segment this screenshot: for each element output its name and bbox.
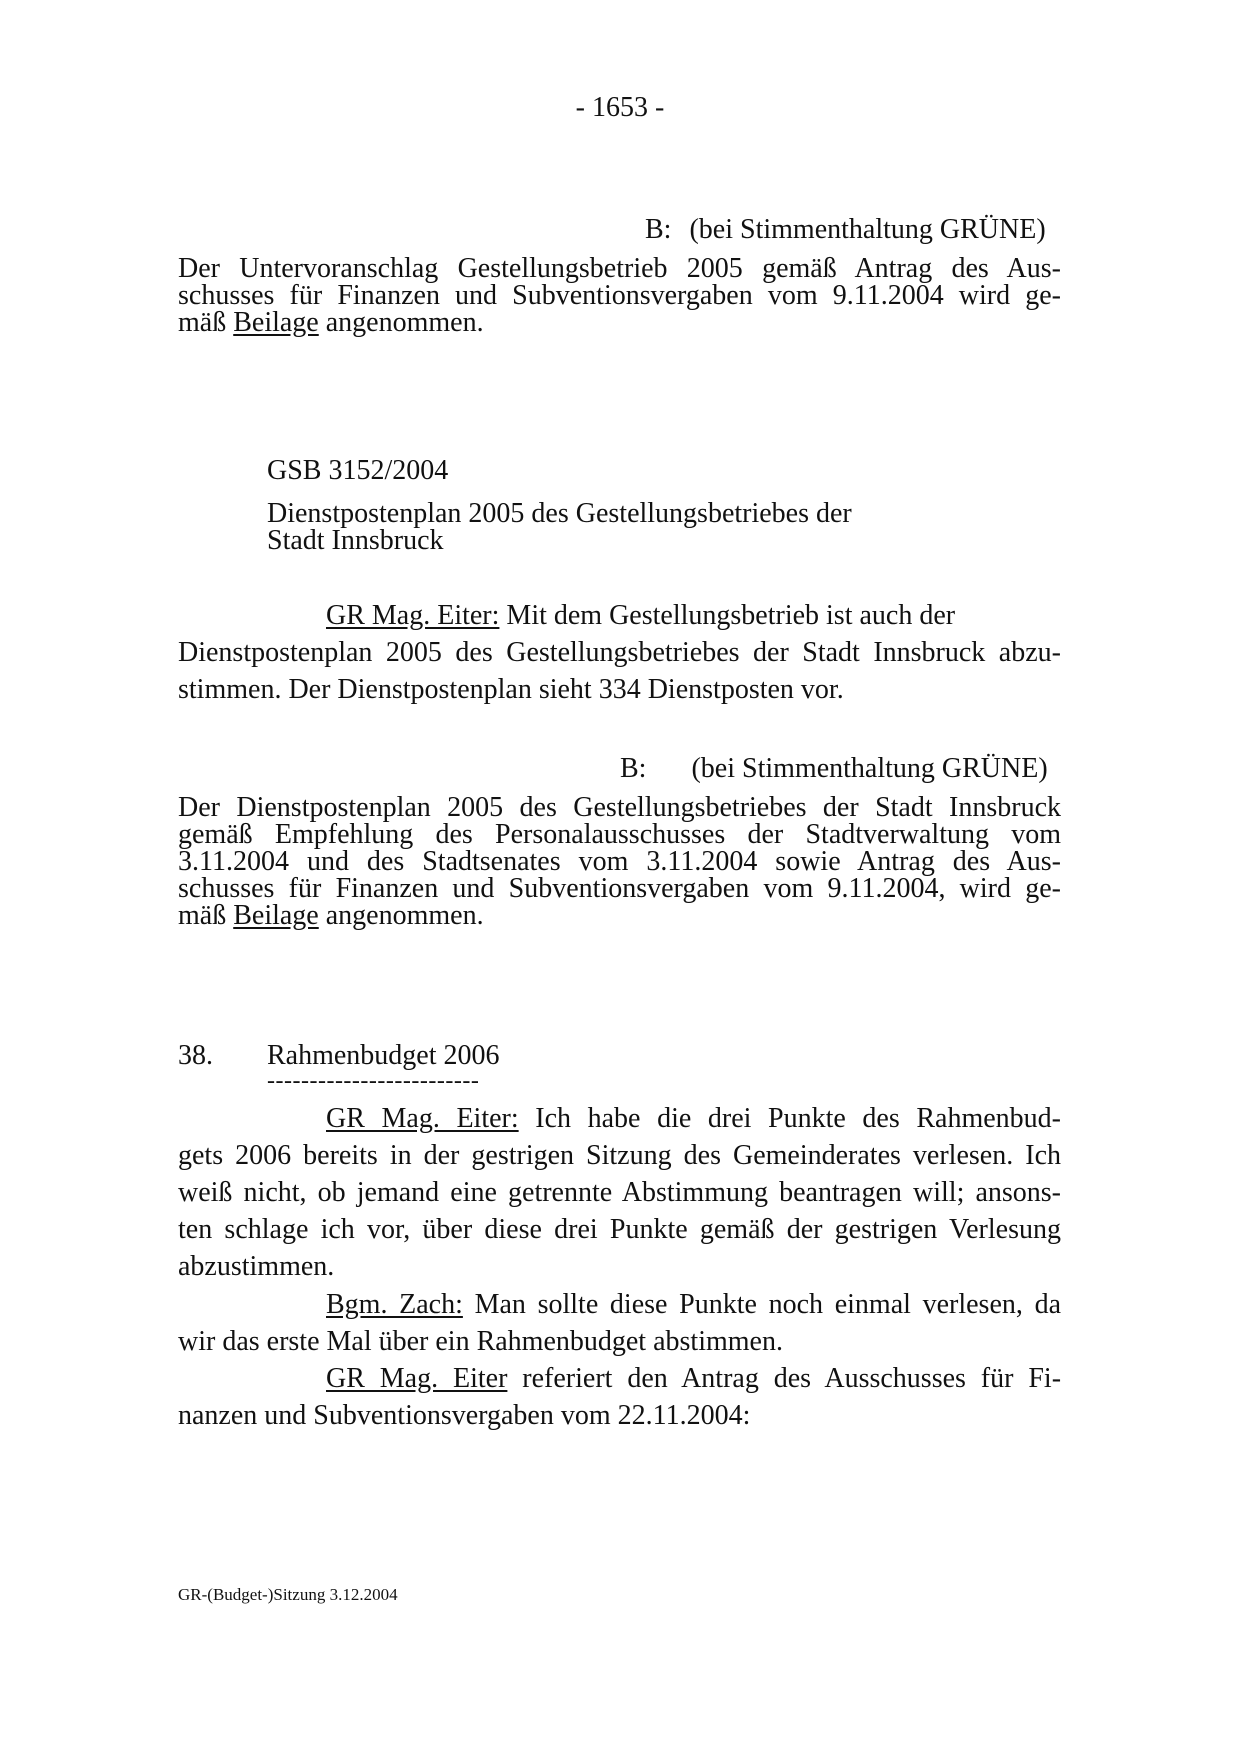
beilage-link[interactable]: Beilage xyxy=(233,307,319,338)
speaker-name: GR Mag. Eiter: xyxy=(326,1103,519,1134)
text-line: gets 2006 bereits in der gestrigen Sitzung des Gemeinderates verlesen. Ich xyxy=(178,1140,1061,1171)
text-line: nanzen und Subventionsvergaben vom 22.11.2004: xyxy=(178,1400,751,1431)
text-line: ten schlage ich vor, über diese drei Punkte gemäß der gestrigen Verlesung xyxy=(178,1214,1061,1245)
text-line: Dienstpostenplan 2005 des Gestellungsbetriebes der Stadt Innsbruck abzu- xyxy=(178,637,1061,668)
text-line: abzustimmen. xyxy=(178,1251,335,1282)
text-line: schusses für Finanzen und Subventionsvergaben vom 9.11.2004 wird ge- xyxy=(178,280,1061,311)
section-title: Rahmenbudget 2006 xyxy=(267,1040,500,1071)
vote-note: (bei Stimmenthaltung GRÜNE) xyxy=(689,214,1046,245)
speaker-name: GR Mag. Eiter: xyxy=(326,600,500,631)
page-number: - 1653 - xyxy=(575,92,665,123)
text-line: 3.11.2004 und des Stadtsenates vom 3.11.2004 sowie Antrag des Aus- xyxy=(178,846,1061,877)
speaker-name: Bgm. Zach: xyxy=(326,1289,463,1320)
text-line-last: mäß Beilage angenommen. xyxy=(178,307,484,338)
page-footer: GR-(Budget-)Sitzung 3.12.2004 xyxy=(178,1585,398,1604)
text-line: gemäß Empfehlung des Personalausschusses der Stadtverwaltung vom xyxy=(178,819,1061,850)
text-line: stimmen. Der Dienstpostenplan sieht 334 Dienstposten vor. xyxy=(178,674,844,705)
agenda-ref: GSB 3152/2004 xyxy=(267,455,449,486)
speaker-name: GR Mag. Eiter xyxy=(326,1363,508,1394)
agenda-title: Dienstpostenplan 2005 des Gestellungsbetriebes der Stadt Innsbruck xyxy=(267,498,852,556)
vote-marker: B: xyxy=(645,214,672,245)
speech-zach: Bgm. Zach: Man sollte diese Punkte noch einmal verlesen, da wir das erste Mal über ein Rahmenbudget abstimmen. xyxy=(178,1286,1061,1360)
section-number: 38. xyxy=(178,1040,213,1071)
speech-eiter-3: GR Mag. Eiter referiert den Antrag des Ausschusses für Fi- nanzen und Subventionsvergaben vom 22.11.2004: xyxy=(178,1360,1061,1434)
text-line: wir das erste Mal über ein Rahmenbudget abstimmen. xyxy=(178,1326,783,1357)
beilage-link[interactable]: Beilage xyxy=(233,900,319,931)
text-line: weiß nicht, ob jemand eine getrennte Abstimmung beantragen will; ansons- xyxy=(178,1177,1061,1208)
text-line: Der Untervoranschlag Gestellungsbetrieb 2005 gemäß Antrag des Aus- xyxy=(178,253,1061,284)
vote-result-text xyxy=(178,255,1061,336)
vote-result-header xyxy=(620,753,1048,785)
speech-eiter-2: GR Mag. Eiter: Ich habe die drei Punkte des Rahmenbud- gets 2006 bereits in der gestrigen Sitzung des Gemeinderates verlesen. Ich weiß nicht, ob jemand eine getrennte Abstimmung beantragen will; ansons- ten schlage ich vor, über diese drei Punkte gemäß der gestrigen Verlesung abzustimmen. xyxy=(178,1100,1061,1285)
text-line: Der Dienstpostenplan 2005 des Gestellungsbetriebes der Stadt Innsbruck xyxy=(178,792,1061,823)
vote-note: (bei Stimmenthaltung GRÜNE) xyxy=(691,753,1048,784)
text-line: schusses für Finanzen und Subventionsvergaben vom 9.11.2004, wird ge- xyxy=(178,873,1061,904)
section-underline-rule: ------------------------- xyxy=(267,1068,480,1094)
vote-result-text xyxy=(178,794,1061,929)
vote-result-header xyxy=(645,214,1046,246)
text-line-last: mäß Beilage angenommen. xyxy=(178,900,484,931)
speech-eiter-1: GR Mag. Eiter: Mit dem Gestellungsbetrieb ist auch der Dienstpostenplan 2005 des Gestellungsbetriebes der Stadt Innsbruck abzu- stimmen. Der Dienstpostenplan sieht 334 Dienstposten vor. xyxy=(178,597,1061,708)
vote-marker: B: xyxy=(620,753,647,784)
